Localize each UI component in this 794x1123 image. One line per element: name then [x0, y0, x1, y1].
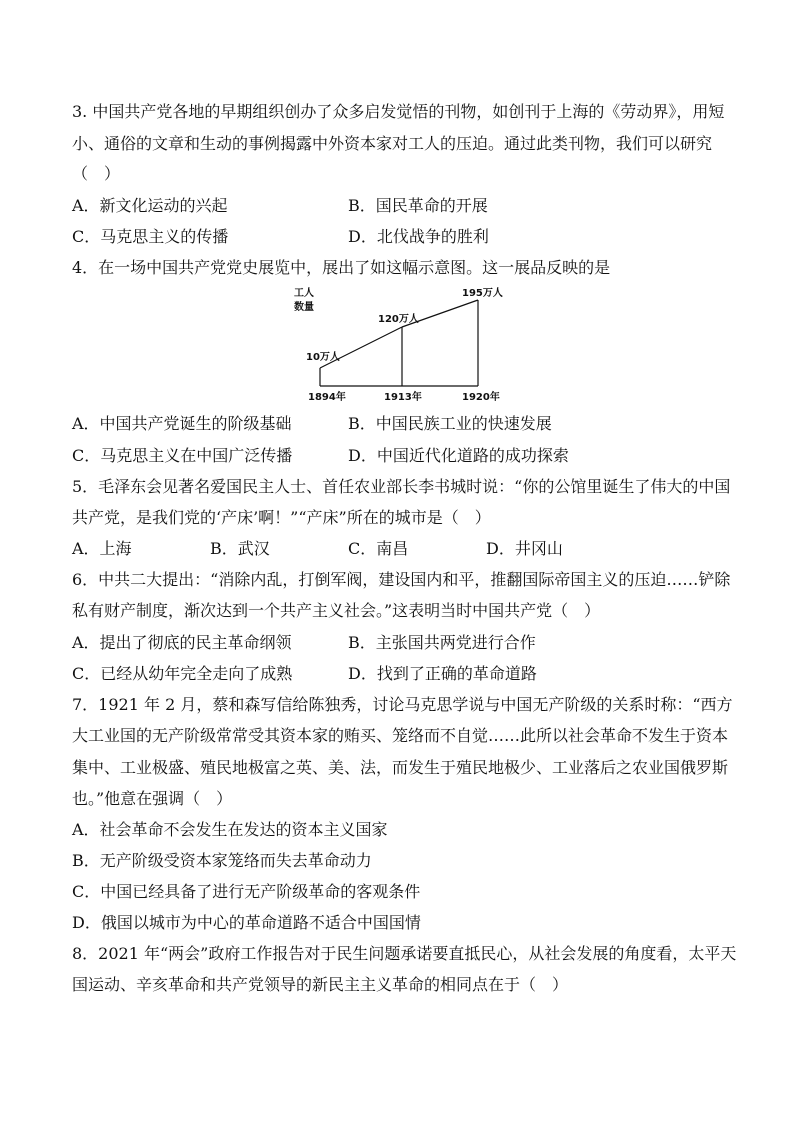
worker-growth-diagram: [286, 280, 506, 406]
value-label-1894: 10万人: [306, 352, 340, 363]
q7-stem-line-3: 集中、工业极盛、殖民地极富之英、美、法，而发生于殖民地极少、工业落后之农业国俄罗斯: [72, 758, 729, 777]
q3-option-c[interactable]: C．马克思主义的传播: [72, 227, 229, 246]
q4-option-a[interactable]: A．中国共产党诞生的阶级基础: [72, 414, 292, 433]
y-axis-label-1: 工人: [294, 288, 314, 299]
q7-stem-line-1: 7．1921 年 2 月，蔡和森写信给陈独秀，讨论马克思学说与中国无产阶级的关系时称：“西方: [72, 695, 733, 714]
q5-stem-line-2: 共产党，是我们党的‘产床’啊！”“产床”所在的城市是（ ）: [72, 508, 491, 527]
value-label-1920: 195万人: [462, 288, 503, 299]
q5-option-a[interactable]: A．上海: [72, 539, 132, 558]
q6-option-a[interactable]: A．提出了彻底的民主革命纲领: [72, 633, 292, 652]
q7-option-b[interactable]: B．无产阶级受资本家笼络而失去革命动力: [72, 851, 372, 870]
q7-stem-line-2: 大工业国的无产阶级常常受其资本家的贿买、笼络而不自觉……此所以社会革命不发生于资本: [72, 726, 729, 745]
q5-option-d[interactable]: D．井冈山: [486, 539, 563, 558]
q3-option-a[interactable]: A．新文化运动的兴起: [72, 196, 228, 215]
q7-option-c[interactable]: C．中国已经具备了进行无产阶级革命的客观条件: [72, 882, 421, 901]
q4-stem-line-1: 4．在一场中国共产党党史展览中，展出了如这幅示意图。这一展品反映的是: [72, 258, 611, 277]
q3-stem-line-2: 小、通俗的文章和生动的事例揭露中外资本家对工人的压迫。通过此类刊物，我们可以研究: [72, 134, 713, 153]
value-label-1913: 120万人: [378, 314, 419, 325]
q4-option-d[interactable]: D．中国近代化道路的成功探索: [348, 446, 569, 465]
year-label-1920: 1920年: [462, 392, 500, 403]
year-label-1894: 1894年: [308, 392, 346, 403]
q3-stem-line-3: （ ）: [72, 164, 121, 183]
q4-option-b[interactable]: B．中国民族工业的快速发展: [348, 414, 552, 433]
q6-stem-line-2: 私有财产制度，渐次达到一个共产主义社会。”这表明当时中国共产党（ ）: [72, 601, 601, 620]
q5-stem-line-1: 5．毛泽东会见著名爱国民主人士、首任农业部长李书城时说：“你的公馆里诞生了伟大的中国: [72, 477, 731, 496]
q3-stem-line-1: 3. 中国共产党各地的早期组织创办了众多启发觉悟的刊物，如创刊于上海的《劳动界》，用短: [72, 102, 725, 121]
q5-option-c[interactable]: C．南昌: [348, 539, 409, 558]
q6-option-c[interactable]: C．已经从幼年完全走向了成熟: [72, 664, 293, 683]
q3-option-b[interactable]: B．国民革命的开展: [348, 196, 488, 215]
y-axis-label-2: 数量: [294, 302, 314, 313]
q5-option-b[interactable]: B．武汉: [210, 539, 270, 558]
q4-option-c[interactable]: C．马克思主义在中国广泛传播: [72, 446, 293, 465]
q8-stem-line-2: 国运动、辛亥革命和共产党领导的新民主主义革命的相同点在于（ ）: [72, 975, 569, 994]
q6-option-d[interactable]: D．找到了正确的革命道路: [348, 664, 537, 683]
q6-stem-line-1: 6．中共二大提出：“消除内乱，打倒军阀，建设国内和平，推翻国际帝国主义的压迫……铲除: [72, 570, 731, 589]
q3-option-d[interactable]: D．北伐战争的胜利: [348, 227, 489, 246]
q7-stem-line-4: 也。”他意在强调（ ）: [72, 789, 233, 808]
year-label-1913: 1913年: [384, 392, 422, 403]
q7-option-a[interactable]: A．社会革命不会发生在发达的资本主义国家: [72, 820, 388, 839]
q6-option-b[interactable]: B．主张国共两党进行合作: [348, 633, 536, 652]
q7-option-d[interactable]: D．俄国以城市为中心的革命道路不适合中国国情: [72, 913, 421, 932]
q8-stem-line-1: 8．2021 年“两会”政府工作报告对于民生问题承诺要直抵民心，从社会发展的角度看，太平天: [72, 944, 737, 963]
